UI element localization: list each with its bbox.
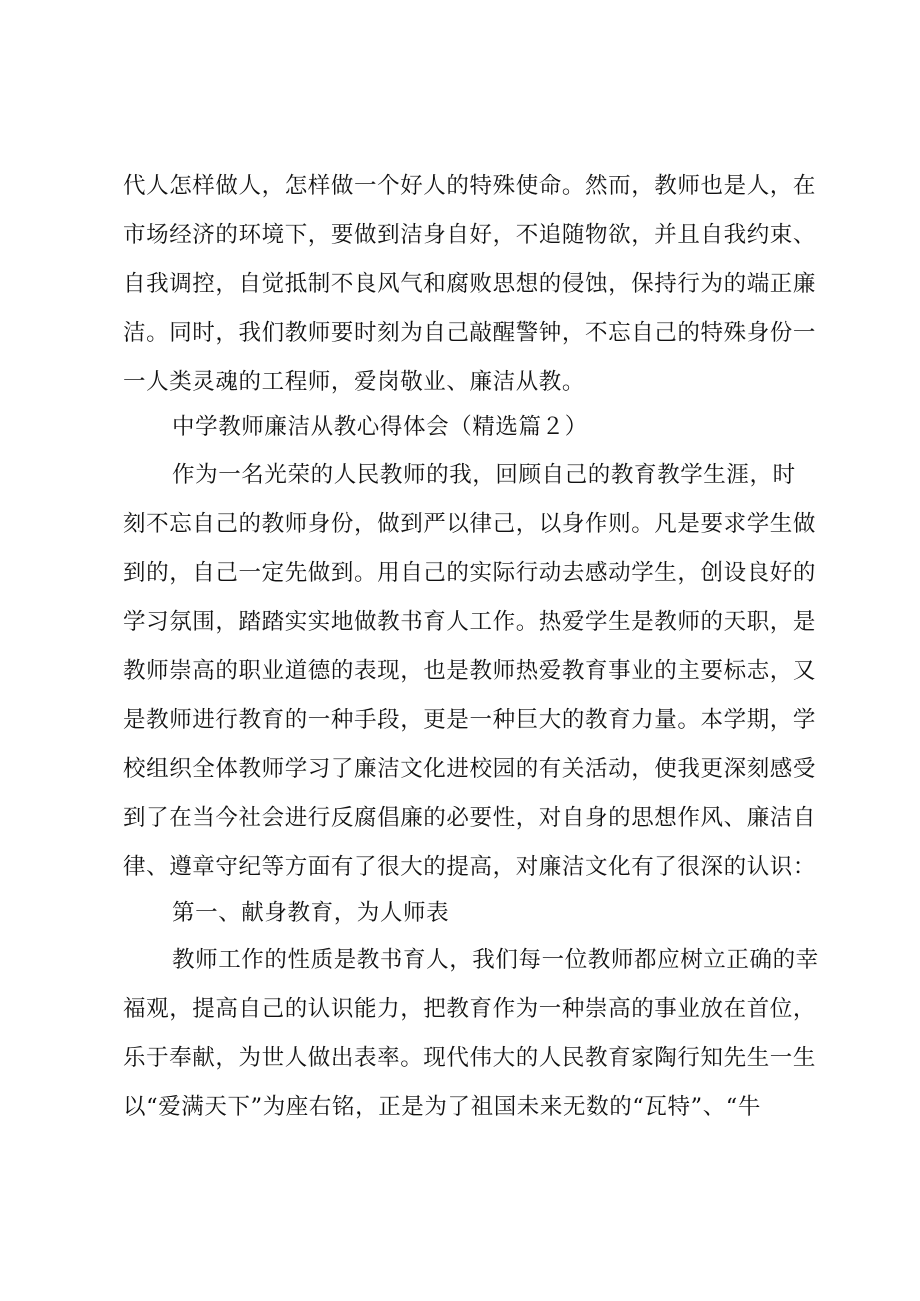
- subsection-heading: 第一、献身教育，为人师表: [172, 900, 450, 926]
- paragraph-line: 学习氛围，踏踏实实地做教书育人工作。热爱学生是教师的天职，是: [123, 609, 817, 635]
- paragraph-line: 到的，自己一定先做到。用自己的实际行动去感动学生，创设良好的: [123, 560, 817, 586]
- paragraph-line: 校组织全体教师学习了廉洁文化进校园的有关活动，使我更深刻感受: [123, 756, 817, 782]
- paragraph-line: 是教师进行教育的一种手段，更是一种巨大的教育力量。本学期，学: [123, 707, 817, 733]
- paragraph-line: 教师崇高的职业道德的表现，也是教师热爱教育事业的主要标志，又: [123, 658, 817, 684]
- paragraph-line: 作为一名光荣的人民教师的我，回顾自己的教育教学生涯，时: [172, 462, 796, 488]
- paragraph-line: 刻不忘自己的教师身份，做到严以律己，以身作则。凡是要求学生做: [123, 511, 817, 537]
- paragraph-line: 自我调控，自觉抵制不良风气和腐败思想的侵蚀，保持行为的端正廉: [123, 271, 817, 297]
- paragraph-line: 乐于奉献，为世人做出表率。现代伟大的人民教育家陶行知先生一生: [123, 1045, 817, 1071]
- paragraph-line: 洁。同时，我们教师要时刻为自己敲醒警钟，不忘自己的特殊身份一: [123, 320, 817, 346]
- paragraph-line: 到了在当今社会进行反腐倡廉的必要性，对自身的思想作风、廉洁自: [123, 805, 817, 831]
- paragraph-line: 以“爱满天下”为座右铭，正是为了祖国未来无数的“瓦特”、“牛: [123, 1094, 762, 1120]
- paragraph-line: 市场经济的环境下，要做到洁身自好，不追随物欲，并且自我约束、: [123, 222, 817, 248]
- paragraph-line: 福观，提高自己的认识能力，把教育作为一种崇高的事业放在首位，: [123, 996, 817, 1022]
- paragraph-line: 律、遵章守纪等方面有了很大的提高，对廉洁文化有了很深的认识：: [123, 854, 817, 880]
- paragraph-line: 教师工作的性质是教书育人，我们每一位教师都应树立正确的幸: [172, 947, 819, 973]
- paragraph-line: 代人怎样做人，怎样做一个好人的特殊使命。然而，教师也是人，在: [123, 173, 817, 199]
- section-heading: 中学教师廉洁从教心得体会（精选篇２）: [172, 414, 588, 440]
- paragraph-line: 一人类灵魂的工程师，爱岗敬业、廉洁从教。: [123, 369, 586, 395]
